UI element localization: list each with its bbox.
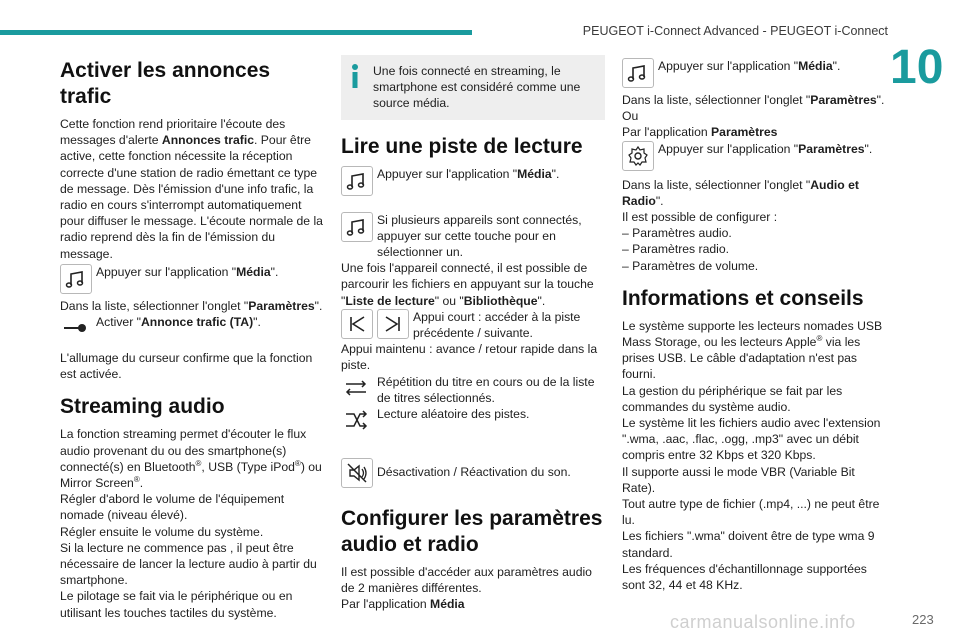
para-streaming: La fonction streaming permet d'écouter le flux audio provenant du ou des smartphone(s) connecté(s) en Bluetooth®, USB (Type iPod®) ou Mirror Screen®.: [60, 427, 322, 491]
music-source-icon[interactable]: [341, 212, 373, 242]
shuffle-icon[interactable]: [341, 406, 373, 436]
para-select-tab-3: Dans la liste, sélectionner l'onglet "Paramètres".: [622, 93, 885, 107]
para-select-audio-radio: Dans la liste, sélectionner l'onglet "Audio et Radio".: [622, 177, 859, 208]
step-mute: Désactivation / Réactivation du son.: [341, 458, 605, 488]
para-volume-device: Régler d'abord le volume de l'équipement nomade (niveau élevé).: [60, 492, 285, 523]
step-select-device: Si plusieurs appareils sont connectés, appuyer sur cette touche pour en sélectionner un.: [341, 212, 605, 261]
step-activate-ta: Activer "Annonce trafic (TA)".: [60, 314, 326, 344]
para-volume-system: Régler ensuite le volume du système.: [60, 524, 264, 539]
para-select-tab: Dans la liste, sélectionner l'onglet "Paramètres".: [60, 298, 323, 313]
list-item: – Paramètres audio.: [622, 226, 732, 241]
para-traffic: Cette fonction rend prioritaire l'écoute des messages d'alerte Annonces trafic. Pour être active, cette fonction nécessite la réception correcte d'une station de radio émettant ce type de message. Dès l'émission d'une info trafic, la radio en cours s'interrompt automatiquement pour diffuser le message. L'écoute normale de la radio reprend dès la fin de l'émission du message.: [60, 117, 323, 261]
para-control: Le pilotage se fait via le périphérique ou en utilisant les touches tactiles du système.: [60, 589, 293, 620]
info-box: [341, 55, 605, 120]
heading-configure: Configurer les paramètres audio et radio: [341, 507, 603, 557]
step-shuffle: Lecture aléatoire des pistes.: [341, 406, 605, 436]
music-note-icon[interactable]: [341, 166, 373, 196]
para-or: Ou: [622, 109, 639, 124]
mute-icon[interactable]: [341, 458, 373, 488]
list-item: – Paramètres de volume.: [622, 258, 759, 273]
music-note-icon[interactable]: [622, 58, 654, 88]
para-device-management: La gestion du périphérique se fait par les commandes du système audio.: [622, 383, 843, 414]
para-start-playback: Si la lecture ne commence pas , il peut être nécessaire de lancer la lecture audio à partir du smartphone.: [60, 540, 317, 588]
para-wma: Les fichiers ".wma" doivent être de type wma 9 standard.: [622, 529, 875, 560]
list-item: – Paramètres radio.: [622, 242, 730, 257]
gear-icon[interactable]: [622, 141, 654, 171]
heading-info-tips: Informations et conseils: [622, 286, 864, 310]
heading-streaming: Streaming audio: [60, 395, 225, 419]
para-config-access: Il est possible d'accéder aux paramètres audio de 2 manières différentes.: [341, 565, 592, 596]
para-cursor-confirm: L'allumage du curseur confirme que la fonction est activée.: [60, 351, 313, 382]
column-2: [341, 55, 605, 613]
previous-track-icon[interactable]: [341, 309, 373, 339]
step-settings-app: Appuyer sur l'application "Paramètres".: [622, 141, 888, 171]
step-media-app-2: Appuyer sur l'application "Média".: [341, 166, 605, 196]
header-accent-bar: [0, 30, 472, 35]
chapter-number: 10: [890, 41, 944, 94]
column-1: [60, 58, 326, 621]
para-can-configure: Il est possible de configurer :: [622, 210, 778, 225]
info-text: Une fois connecté en streaming, le smartphone est considéré comme une source média.: [373, 64, 581, 111]
para-unsupported: Tout autre type de fichier (.mp4, ...) ne peut être lu.: [622, 497, 880, 528]
step-repeat: Répétition du titre en cours ou de la liste de titres sélectionnés.: [341, 374, 605, 406]
heading-traffic: Activer les annonces trafic: [60, 59, 271, 108]
watermark: carmanualsonline.info: [670, 612, 856, 632]
para-browse-files: Une fois l'appareil connecté, il est possible de parcourir les fichiers en appuyant sur la touche "Liste de lecture" ou "Bibliothèque".: [341, 261, 594, 308]
para-supported-players: Le système supporte les lecteurs nomades USB Mass Storage, ou les lecteurs Apple® via les prises USB. Le câble d'adaptation n'est pas fourni.: [622, 318, 883, 382]
info-icon: [351, 63, 359, 89]
para-vbr: Il supporte aussi le mode VBR (Variable Bit Rate).: [622, 464, 855, 495]
music-note-icon[interactable]: [60, 264, 92, 294]
para-via-settings: Par l'application Paramètres: [622, 125, 778, 140]
next-track-icon[interactable]: [377, 309, 409, 339]
page-header-title: PEUGEOT i-Connect Advanced - PEUGEOT i-Connect: [582, 24, 888, 38]
repeat-icon[interactable]: [341, 374, 373, 404]
column-3: [622, 58, 888, 593]
step-media-app-3: Appuyer sur l'application "Média".: [622, 58, 888, 88]
step-media-app: Appuyer sur l'application "Média".: [60, 264, 326, 294]
para-file-formats: Le système lit les fichiers audio avec l'extension ".wma, .aac, .flac, .ogg, .mp3" avec un débit compris entre 32 Kbps et 320 Kbps.: [622, 416, 881, 463]
heading-play-track: Lire une piste de lecture: [341, 134, 583, 158]
para-sample-rates: Les fréquences d'échantillonnage supportées sont 32, 44 et 48 KHz.: [622, 561, 867, 593]
para-config-media: Par l'application Média: [341, 597, 465, 612]
step-prev-next: Appui court : accéder à la piste précédente / suivante.: [341, 309, 605, 341]
toggle-switch-icon[interactable]: [60, 314, 92, 344]
page-number: 223: [912, 612, 934, 627]
para-hold: Appui maintenu : avance / retour rapide dans la piste.: [341, 342, 598, 373]
